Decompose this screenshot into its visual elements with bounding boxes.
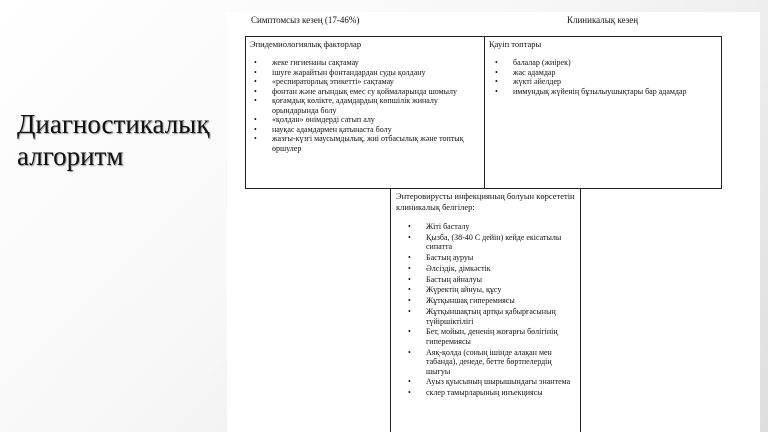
list-item: • Ауыз қуысының шырышындағы энантема bbox=[426, 377, 575, 387]
list-item: • Бастың ауруы bbox=[426, 253, 575, 263]
risk-groups-box bbox=[484, 36, 722, 189]
asymptomatic-period-header: Симптомсыз кезең (17-46%) bbox=[251, 15, 360, 25]
clinical-signs-box bbox=[390, 188, 581, 432]
epidemiology-box bbox=[245, 36, 485, 189]
clinical-signs-title: Энтеровирусты инфекцияның болуын көрсететін клиникалық белгілер: bbox=[396, 191, 575, 212]
list-item: • фонтан және ағындық емес су қоймаларында шомылу bbox=[272, 87, 480, 97]
list-item: • жас адамдар bbox=[513, 68, 717, 78]
list-item: • «қолдан» өнімдерді сатып алу bbox=[272, 115, 480, 125]
list-item: • Жіті басталу bbox=[426, 222, 575, 232]
list-item: • жазғы-күзгі маусымдылық, жиі отбасылық және топтық өршулер bbox=[272, 134, 480, 153]
list-item: • науқас адамдармен қатынаста болу bbox=[272, 125, 480, 135]
list-item: • ішуге жарайтын фонтандардан суды қолдану bbox=[272, 68, 480, 78]
clinical-signs-list bbox=[396, 222, 575, 398]
list-item: • жүкті әйелдер bbox=[513, 77, 717, 87]
list-item: • Жұтқыншақ гиперемиясы bbox=[426, 296, 575, 306]
list-item: • балалар (жиірек) bbox=[513, 58, 717, 68]
list-item: • «респираторлық этикетті» сақтамау bbox=[272, 77, 480, 87]
list-item: • Аяқ-қолда (соның ішінде алақан мен табанда), денеде, бетте бөртпелердің шығуы bbox=[426, 348, 575, 377]
list-item: • Жұтқыншақтың артқы қабырғасының түйіршіктілігі bbox=[426, 307, 575, 326]
risk-groups-title: Қауіп топтары bbox=[489, 39, 542, 49]
list-item: • иммундық жүйенің бұзылыушықтары бар адамдар bbox=[513, 87, 717, 97]
epidemiology-title: Эпидемиологиялық факторлар bbox=[250, 39, 362, 49]
clinical-period-header: Клиникалық кезең bbox=[567, 15, 639, 25]
list-item: • Жүректің айнуы, құсу bbox=[426, 285, 575, 295]
list-item: • Бастың айналуы bbox=[426, 275, 575, 285]
epidemiology-list bbox=[250, 58, 480, 153]
document-page bbox=[227, 12, 760, 432]
list-item: • склер тамырларының инъекциясы bbox=[426, 388, 575, 398]
list-item: • Әлсіздік, дімкәстік bbox=[426, 264, 575, 274]
list-item: • Бет, мойын, дененің жоғарғы бөлігінің гиперемиясы bbox=[426, 327, 575, 346]
list-item: • қоғамдық көлікте, адамдардың көпшілік жиналу орындарында болу bbox=[272, 96, 480, 115]
slide-title: Диагностикалық алгоритм bbox=[17, 109, 210, 171]
list-item: • Қызба, (38-40 С дейін) кейде екісатылы сипатта bbox=[426, 233, 575, 252]
risk-groups-list bbox=[489, 58, 717, 96]
list-item: • жеке гигиенаны сақтамау bbox=[272, 58, 480, 68]
